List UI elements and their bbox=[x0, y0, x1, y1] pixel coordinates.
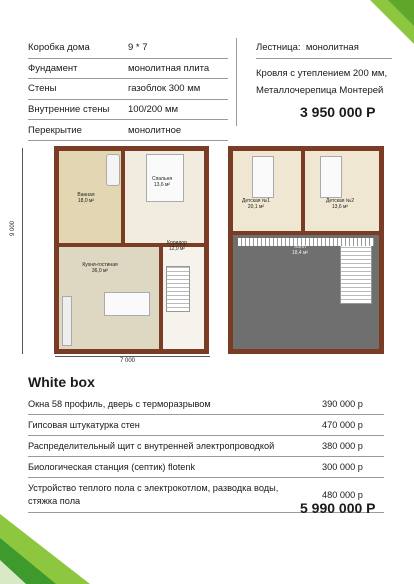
spec-row bbox=[28, 120, 228, 141]
spec-label: Перекрытие bbox=[28, 124, 82, 136]
item-price: 480 000 р bbox=[322, 490, 363, 500]
roof-line-1: Кровля с утеплением 200 мм, bbox=[256, 67, 388, 79]
table-row bbox=[28, 457, 384, 478]
stairs-row bbox=[256, 38, 392, 59]
sofa-icon bbox=[104, 292, 150, 316]
spec-label: Внутренние стены bbox=[28, 104, 110, 116]
corner-decoration-bottom-light bbox=[0, 560, 26, 584]
spec-row bbox=[28, 79, 228, 100]
item-text: Гипсовая штукатурка стен bbox=[28, 419, 140, 430]
item-price: 470 000 р bbox=[322, 420, 363, 430]
stairs-label: Лестница: bbox=[256, 42, 301, 54]
room-label: Кухня-гостиная 36,0 м² bbox=[82, 262, 118, 274]
room-label: Ванная 18,0 м² bbox=[77, 192, 95, 204]
table-row bbox=[28, 394, 384, 415]
spec-row bbox=[28, 38, 228, 59]
spec-value: газоблок 300 мм bbox=[128, 83, 201, 95]
room-label: Детская №2 13,6 м² bbox=[325, 198, 355, 210]
stairs-icon bbox=[340, 242, 372, 304]
stairs-icon bbox=[166, 266, 190, 312]
spec-value: монолитная плита bbox=[128, 62, 210, 74]
bed-icon bbox=[320, 156, 342, 198]
room-label: Коридор 12,0 м² bbox=[167, 240, 187, 252]
room-label: Детская №1 20,1 м² bbox=[241, 198, 271, 210]
roof-text bbox=[256, 65, 392, 99]
spec-value: 100/200 мм bbox=[128, 104, 179, 116]
bed-icon bbox=[252, 156, 274, 198]
dimension-vertical-label: 9 000 bbox=[10, 220, 16, 236]
stairs-value: монолитная bbox=[305, 42, 359, 54]
dimension-line-horizontal bbox=[55, 356, 210, 357]
roof-line-2: Металлочерепица Монтерей bbox=[256, 84, 384, 96]
spec-label: Фундамент bbox=[28, 62, 78, 74]
whitebox-table bbox=[28, 394, 384, 513]
bathtub-icon bbox=[106, 154, 120, 186]
divider bbox=[236, 38, 237, 126]
whitebox-title: White box bbox=[28, 374, 95, 390]
corner-decoration-top-dark bbox=[388, 0, 414, 26]
spec-block-right bbox=[256, 38, 392, 99]
spec-value: 9 * 7 bbox=[128, 42, 148, 54]
spec-table-left bbox=[28, 38, 228, 141]
room-label: Холл 18,4 м² bbox=[291, 244, 309, 256]
dimension-line-vertical bbox=[22, 148, 23, 354]
item-price: 300 000 р bbox=[322, 462, 363, 472]
item-text: Распределительный щит с внутренней электропроводкой bbox=[28, 440, 275, 451]
spec-row bbox=[28, 100, 228, 121]
item-price: 380 000 р bbox=[322, 441, 363, 451]
total-price: 5 990 000 Р bbox=[300, 500, 376, 516]
dimension-horizontal-label: 7 000 bbox=[120, 358, 136, 364]
table-row bbox=[28, 436, 384, 457]
spec-value: монолитное bbox=[128, 124, 182, 136]
item-text: Окна 58 профиль, дверь с терморазрывом bbox=[28, 398, 211, 409]
spec-row bbox=[28, 59, 228, 80]
spec-label: Коробка дома bbox=[28, 42, 90, 54]
spec-label: Стены bbox=[28, 83, 57, 95]
item-text: Устройство теплого пола с электрокотлом, разводка воды, стяжка пола bbox=[28, 483, 279, 506]
kitchen-counter-icon bbox=[62, 296, 72, 346]
room-kids-2 bbox=[305, 151, 379, 231]
table-row bbox=[28, 415, 384, 436]
base-price: 3 950 000 Р bbox=[300, 104, 376, 120]
item-text: Биологическая станция (септик) flotenk bbox=[28, 461, 196, 472]
item-price: 390 000 р bbox=[322, 399, 363, 409]
room-label: Спальня 13,6 м² bbox=[151, 176, 173, 188]
